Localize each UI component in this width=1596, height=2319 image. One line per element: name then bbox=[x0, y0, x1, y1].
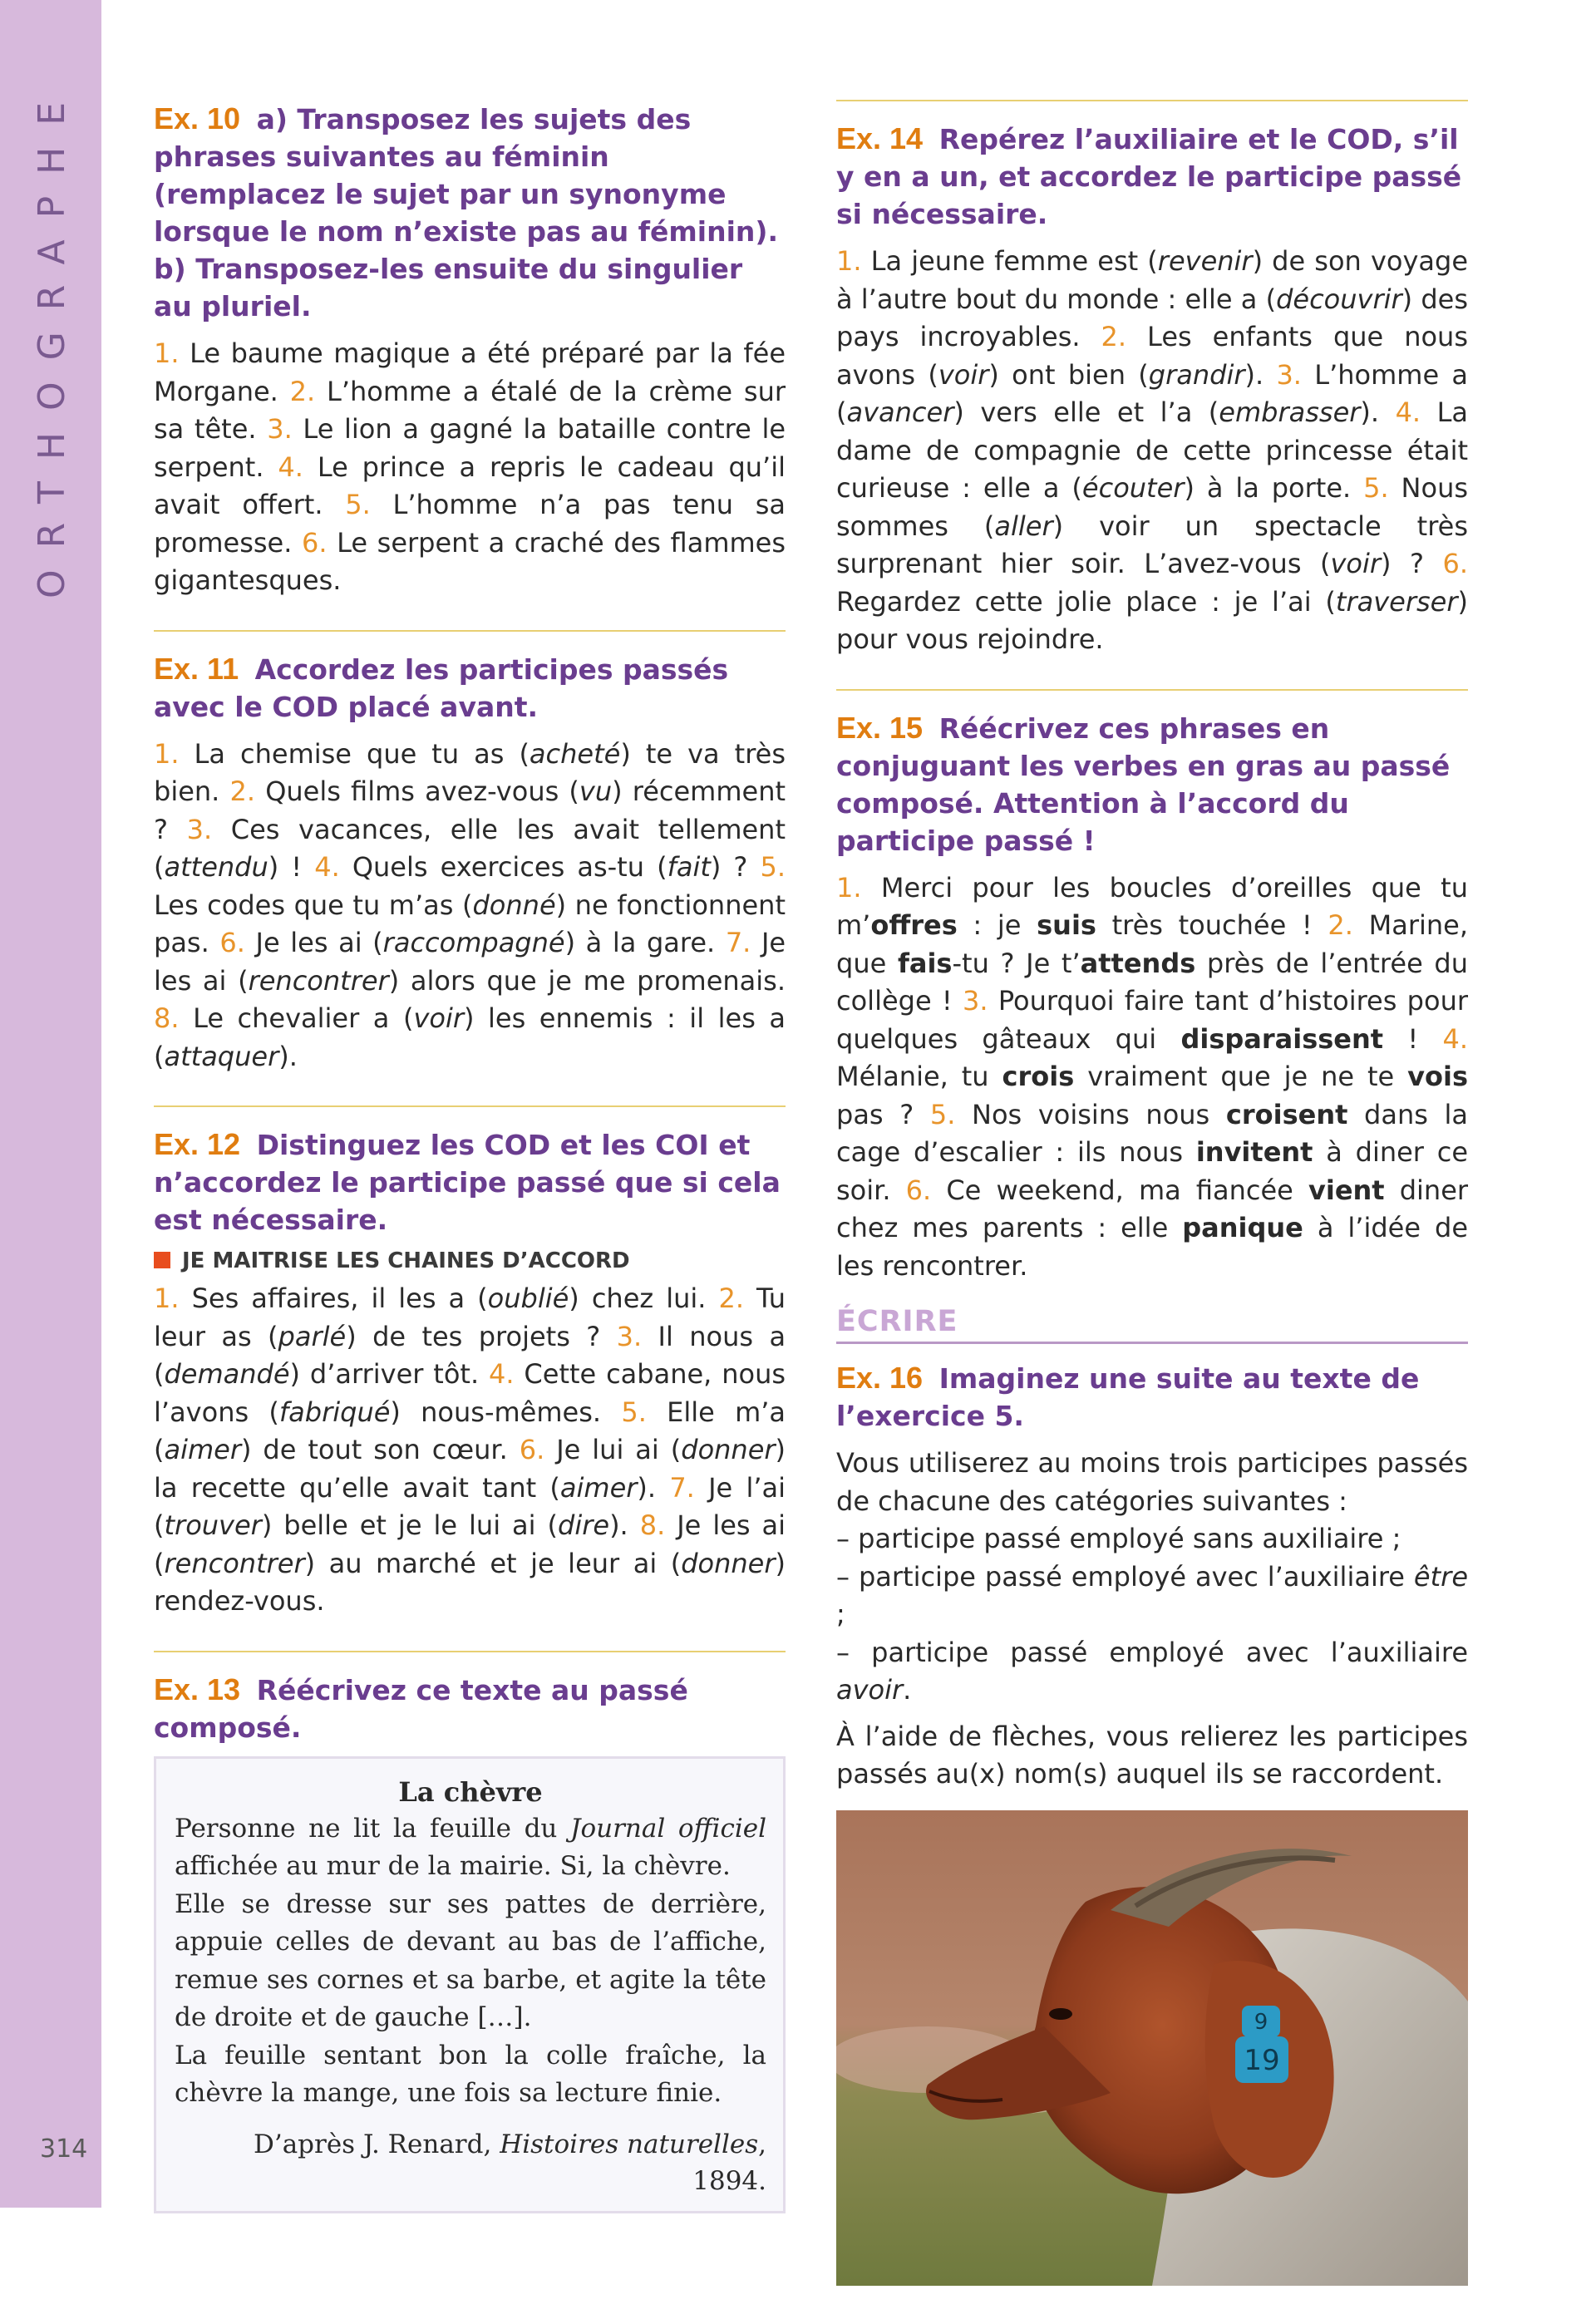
exercise-16 bbox=[836, 1359, 1468, 2289]
exercise-15 bbox=[836, 709, 1468, 1286]
divider bbox=[836, 100, 1468, 101]
exercise-instruction: Accordez les participes passés avec le COD placé avant. bbox=[154, 652, 729, 723]
section-heading-ecrire: ÉCRIRE bbox=[836, 1305, 1468, 1344]
exercise-12 bbox=[154, 1125, 786, 1621]
left-column bbox=[154, 100, 786, 2243]
exercise-number: Ex. 14 bbox=[836, 121, 924, 155]
exercise-11-heading bbox=[154, 650, 786, 726]
goat-photo bbox=[836, 1810, 1468, 2286]
exercise-instruction: Réécrivez ces phrases en conjuguant les verbes en gras au passé composé. Attention à l’accord du participe passé ! bbox=[836, 711, 1451, 857]
exercise-15-body: 1. Merci pour les boucles d’oreilles que tu m’offres : je suis très touchée ! 2. Marine, que fais-tu ? Je t’attends près de l’entrée du collège ! 3. Pourquoi faire tant d’histoires pour quelques gâteaux qui disparaissent ! 4. Mélanie, tu crois vraiment que je ne te vois pas ? 5. Nos voisins nous croisent dans la cage d’escalier : ils nous invitent à diner ce soir. 6. Ce weekend, ma fiancée vient diner chez mes parents : elle panique à l’idée de les rencontrer. bbox=[836, 871, 1469, 1282]
skill-label: JE MAITRISE LES CHAINES D’ACCORD bbox=[154, 1248, 786, 1273]
exercise-instruction: Distinguez les COD et les COI et n’accordez le participe passé que si cela est nécessaire. bbox=[154, 1129, 781, 1236]
exercise-10-heading bbox=[154, 100, 786, 325]
excerpt-paragraph: Elle se dresse sur ses pattes de derrière, appuie celles de devant au bas de l’affiche, remue ses cornes et sa barbe, et agite la tête de droite et de gauche […]. bbox=[175, 1888, 766, 2032]
exercise-number: Ex. 10 bbox=[154, 101, 241, 135]
exercise-instruction: Réécrivez ce texte au passé composé. bbox=[154, 1673, 688, 1744]
exercise-14 bbox=[836, 120, 1468, 659]
exercise-11 bbox=[154, 650, 786, 1076]
divider bbox=[836, 689, 1468, 691]
exercise-13 bbox=[154, 1671, 786, 2213]
list-item: – participe passé employé avec l’auxiliaire avoir. bbox=[836, 1636, 1468, 1706]
text-excerpt-box bbox=[154, 1756, 786, 2213]
exercise-number: Ex. 16 bbox=[836, 1361, 924, 1395]
exercise-number: Ex. 15 bbox=[836, 710, 924, 745]
divider bbox=[154, 630, 786, 632]
exercise-15-heading bbox=[836, 709, 1468, 859]
exercise-12-heading bbox=[154, 1125, 786, 1238]
exercise-16-intro: Vous utiliserez au moins trois participes passés de chacune des catégories suivantes : bbox=[836, 1447, 1468, 1517]
excerpt-paragraph: Personne ne lit la feuille du Journal officiel affichée au mur de la mairie. Si, la chèvre. bbox=[175, 1813, 767, 1881]
list-item: – participe passé employé avec l’auxiliaire être ; bbox=[836, 1560, 1468, 1630]
divider bbox=[154, 1105, 786, 1107]
exercise-number: Ex. 11 bbox=[154, 651, 239, 686]
exercise-10-body: 1. Le baume magique a été préparé par la fée Morgane. 2. L’homme a étalé de la crème sur sa tête. 3. Le lion a gagné la bataille contre le serpent. 4. Le prince a repris le cadeau qu’il avait offert. 5. L’homme n’a pas tenu sa promesse. 6. Le serpent a craché des flammes gigantesques. bbox=[154, 337, 786, 596]
ear-tag-number: 19 bbox=[1244, 2043, 1280, 2077]
right-column bbox=[836, 100, 1468, 2319]
excerpt-paragraph: La feuille sentant bon la colle fraîche, la chèvre la mange, une fois sa lecture finie. bbox=[175, 2040, 766, 2108]
exercise-11-body: 1. La chemise que tu as (acheté) te va très bien. 2. Quels films avez-vous (vu) récemment ? 3. Ces vacances, elle les avait tellement (attendu) ! 4. Quels exercices as-tu (fait) ? 5. Les codes que tu m’as (donné) ne fonctionnent pas. 6. Je les ai (raccompagné) à la gare. 7. Je les ai (rencontrer) alors que je me promenais. 8. Le chevalier a (voir) les ennemis : il les a (attaquer). bbox=[154, 737, 786, 1072]
square-bullet-icon bbox=[154, 1252, 170, 1268]
page-number: 314 bbox=[40, 2134, 88, 2164]
exercise-14-body: 1. La jeune femme est (revenir) de son voyage à l’autre bout du monde : elle a (découvrir) des pays incroyables. 2. Les enfants que nous avons (voir) ont bien (grandir). 3. L’homme a (avancer) vers elle et l’a (embrasser). 4. La dame de compagnie de cette princesse était curieuse : elle a (écouter) à la porte. 5. Nous sommes (aller) voir un spectacle très surprenant hier soir. L’avez-vous (voir) ? 6. Regardez cette jolie place : je l’ai (traverser) pour vous rejoindre. bbox=[836, 245, 1469, 655]
exercise-instruction: Repérez l’auxiliaire et le COD, s’il y en a un, et accordez le participe passé si nécessaire. bbox=[836, 123, 1462, 230]
exercise-16-outro: À l’aide de flèches, vous relierez les participes passés au(x) nom(s) auquel ils se raccordent. bbox=[836, 1720, 1468, 1790]
exercise-number: Ex. 13 bbox=[154, 1672, 241, 1706]
ear-tag-number: 9 bbox=[1254, 2009, 1268, 2035]
exercise-instruction: a) Transposez les sujets des phrases suivantes au féminin (remplacez le sujet par un synonyme lorsque le nom n’existe pas au féminin). b) Transposez-les ensuite du singulier au pluriel. bbox=[154, 103, 779, 322]
exercise-16-heading bbox=[836, 1359, 1468, 1435]
exercise-13-heading bbox=[154, 1671, 786, 1746]
exercise-instruction: Imaginez une suite au texte de l’exercice 5. bbox=[836, 1362, 1420, 1432]
exercise-14-heading bbox=[836, 120, 1468, 233]
list-item: – participe passé employé sans auxiliaire ; bbox=[836, 1523, 1401, 1554]
exercise-number: Ex. 12 bbox=[154, 1127, 241, 1161]
excerpt-source: D’après J. Renard, Histoires naturelles, 1894. bbox=[253, 2129, 766, 2196]
excerpt-title: La chèvre bbox=[398, 1775, 543, 1808]
divider bbox=[154, 1651, 786, 1652]
exercise-12-body: 1. Ses affaires, il les a (oublié) chez lui. 2. Tu leur as (parlé) de tes projets ? 3. Il nous a (demandé) d’arriver tôt. 4. Cette cabane, nous l’avons (fabriqué) nous-mêmes. 5. Elle m’a (aimer) de tout son cœur. 6. Je lui ai (donner) la recette qu’elle avait tant (aimer). 7. Je l’ai (trouver) belle et je le lui ai (dire). 8. Je les ai (rencontrer) au marché et je leur ai (donner) rendez-vous. bbox=[154, 1283, 786, 1617]
exercise-16-body bbox=[836, 1445, 1468, 1794]
exercise-10 bbox=[154, 100, 786, 600]
